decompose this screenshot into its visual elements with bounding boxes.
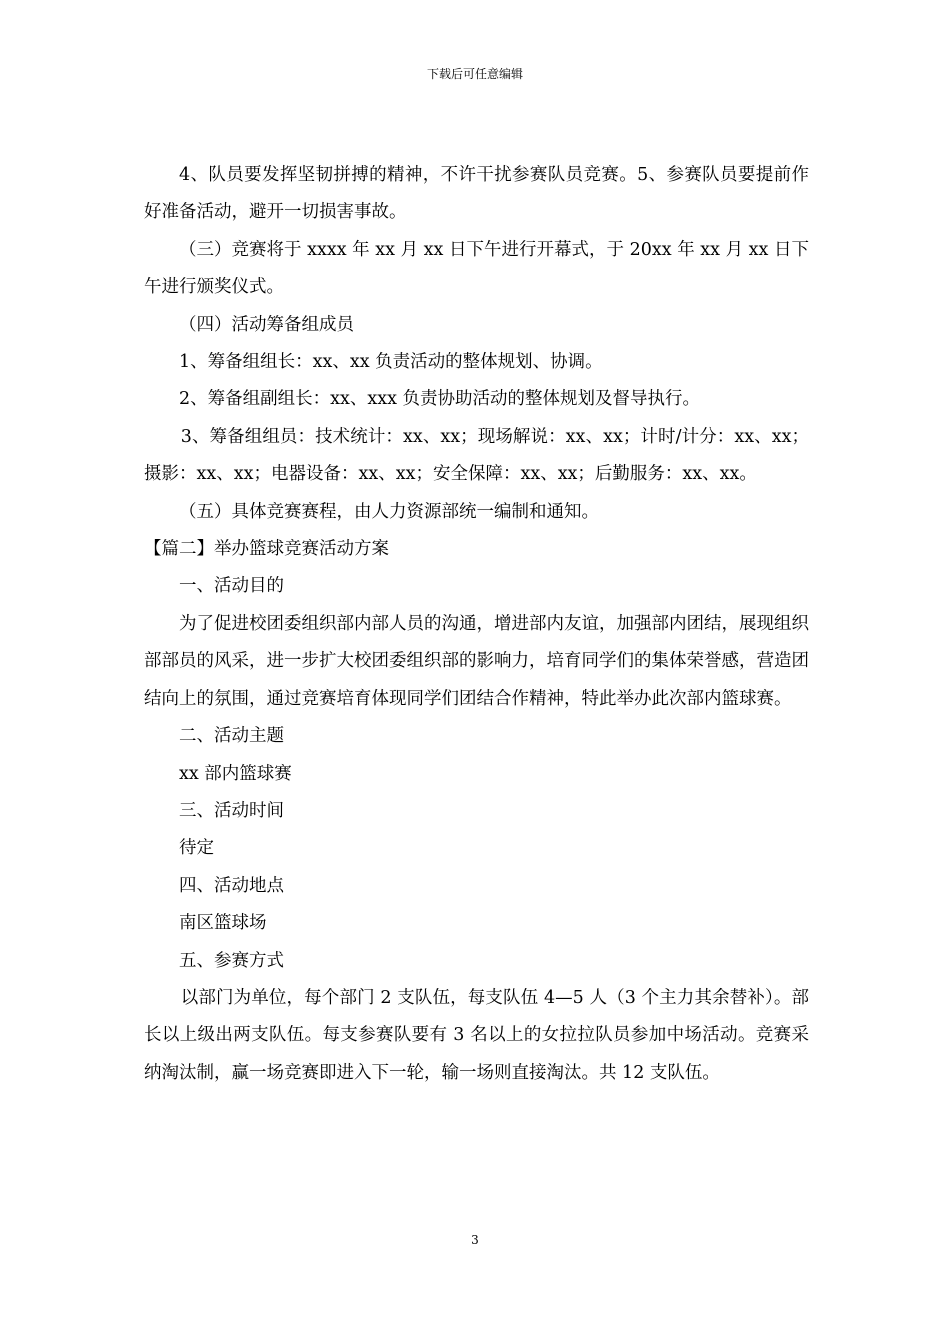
paragraph-activity-purpose: 为了促进校团委组织部内部人员的沟通，增进部内友谊，加强部内团结，展现组织部部员的风采，进一步扩大校团委组织部的影响力，培育同学们的集体荣誉感，营造团结向上的氛围，通过竞赛培育体现同学们团结合作精神，特此举办此次部内篮球赛。 — [144, 613, 809, 709]
paragraph-committee-heading: （四）活动筹备组成员 — [179, 314, 354, 335]
paragraph-activity-time: 待定 — [179, 838, 214, 859]
document-body — [144, 157, 809, 1092]
page-number: 3 — [471, 1233, 479, 1247]
section-title-part-two: 【篇二】举办篮球竞赛活动方案 — [144, 539, 389, 560]
paragraph-schedule: （三）竞赛将于 xxxx 年 xx 月 xx 日下午进行开幕式，于 20xx 年 xx 月 xx 日下午进行颁奖仪式。 — [144, 239, 809, 298]
paragraph-competition-schedule: （五）具体竞赛赛程，由人力资源部统一编制和通知。 — [179, 501, 599, 522]
paragraph-participation-method: 以部门为单位，每个部门 2 支队伍，每支队伍 4—5 人（3 个主力其余替补）。部长以上级出两支队伍。每支参赛队要有 3 名以上的女拉拉队员参加中场活动。竞赛采纳淘汰制，赢一场竞赛即进入下一轮，输一场则直接淘汰。共 12 支队伍。 — [144, 987, 809, 1083]
paragraph-committee-deputy: 2、筹备组副组长：xx、xxx 负责协助活动的整体规划及督导执行。 — [179, 389, 701, 410]
heading-activity-theme: 二、活动主题 — [179, 726, 284, 747]
heading-activity-purpose: 一、活动目的 — [179, 576, 284, 597]
paragraph-activity-location: 南区篮球场 — [179, 913, 267, 934]
heading-activity-time: 三、活动时间 — [179, 800, 284, 821]
paragraph-committee-leader: 1、筹备组组长：xx、xx 负责活动的整体规划、协调。 — [179, 352, 603, 373]
paragraph-team-rules: 4、队员要发挥坚韧拼搏的精神，不许干扰参赛队员竞赛。5、参赛队员要提前作好准备活动，避开一切损害事故。 — [144, 165, 809, 223]
paragraph-activity-theme: xx 部内篮球赛 — [179, 763, 292, 784]
heading-activity-location: 四、活动地点 — [179, 875, 284, 896]
heading-participation-method: 五、参赛方式 — [179, 950, 284, 971]
paragraph-committee-members: 3、筹备组组员：技术统计：xx、xx；现场解说：xx、xx；计时/计分：xx、xx；摄影：xx、xx；电器设备：xx、xx；安全保障：xx、xx；后勤服务：xx、xx。 — [144, 426, 809, 485]
page-header: 下载后可任意编辑 — [426, 67, 523, 81]
